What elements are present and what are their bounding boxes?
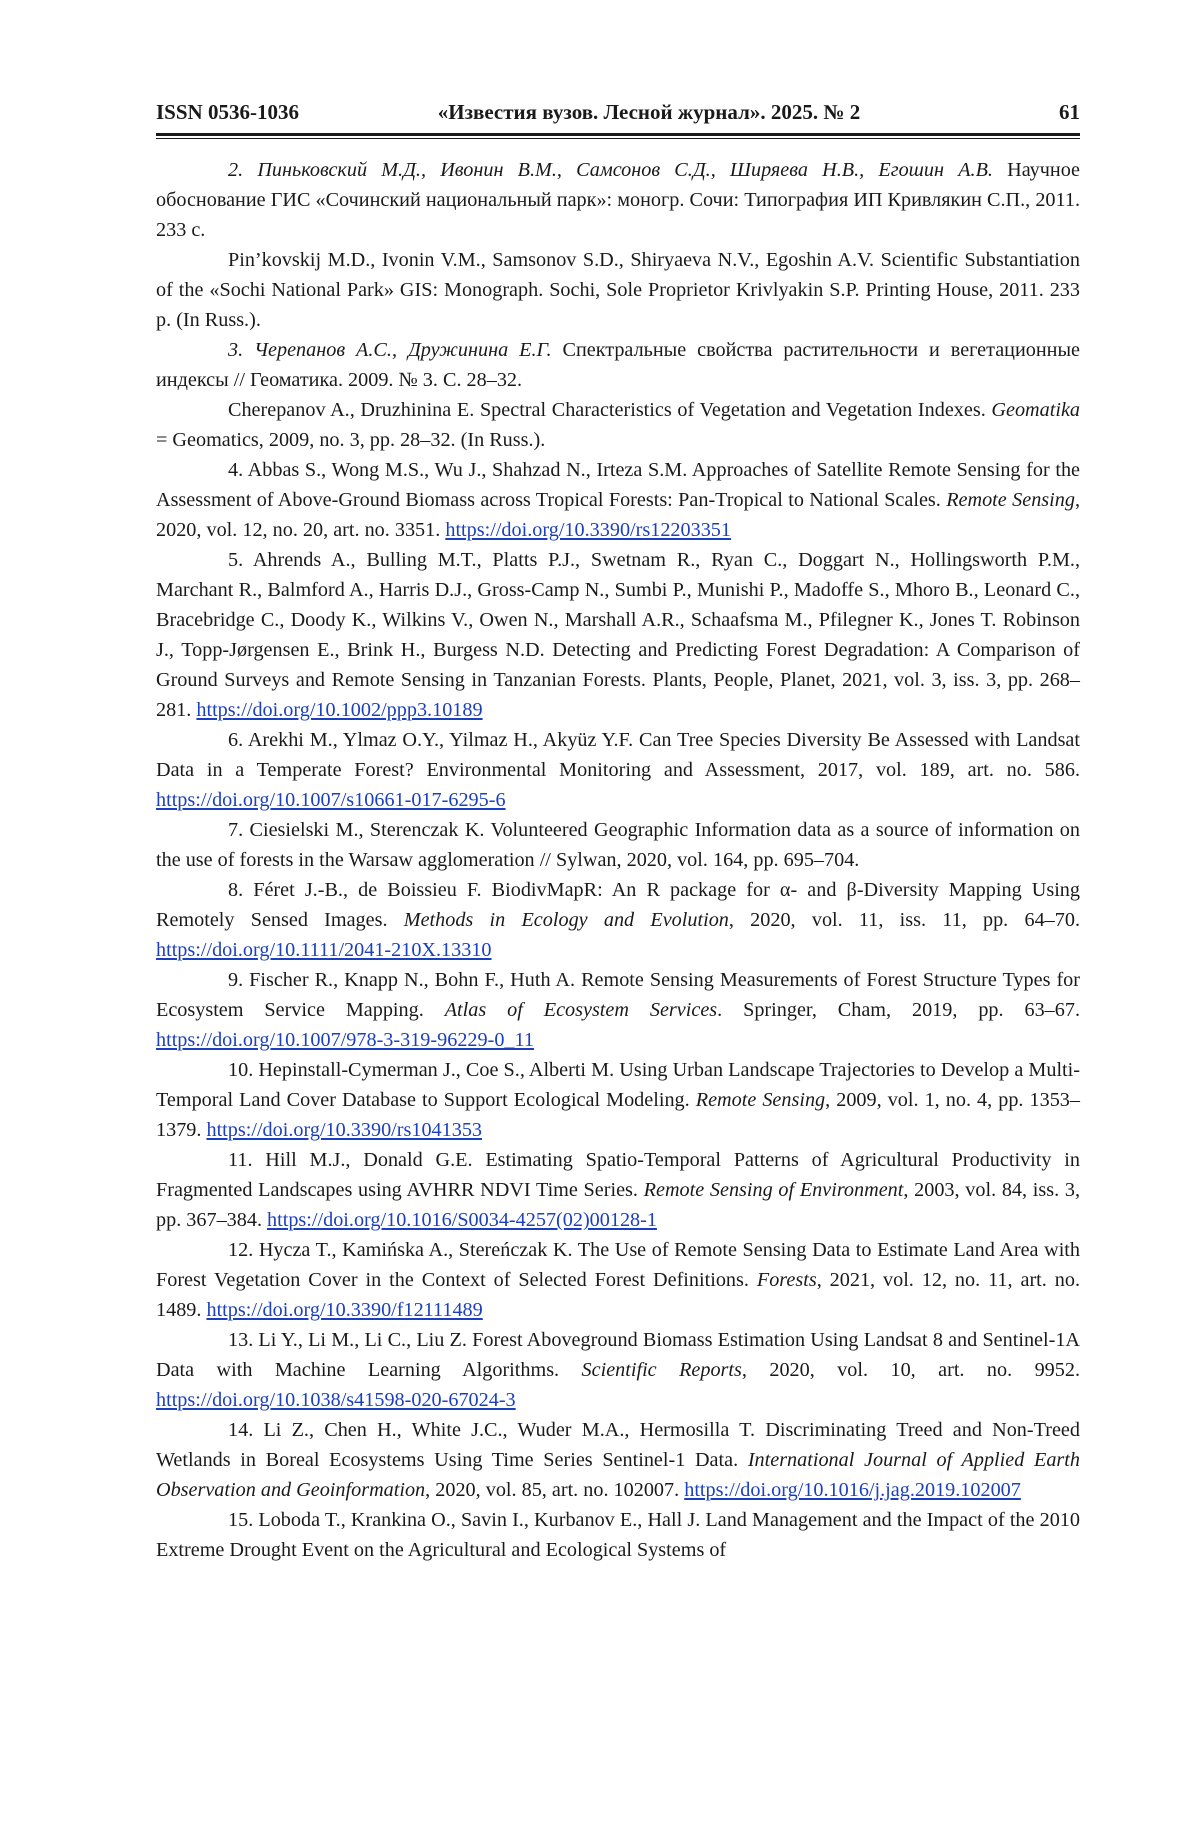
- reference-15: 15. Loboda T., Krankina O., Savin I., Kurbanov E., Hall J. Land Management and the Impact of the 2010 Extreme Drought Event on the Agricultural and Ecological Systems of: [156, 1505, 1080, 1565]
- reference-5: 5. Ahrends A., Bulling M.T., Platts P.J., Swetnam R., Ryan C., Doggart N., Hollingsworth P.M., Marchant R., Balmford A., Harris D.J., Gross-Camp N., Sumbi P., Munishi P., Madoffe S., Mhoro B., Leonard C., Bracebridge C., Doody K., Wilkins V., Owen N., Marshall A.R., Schaafsma M., Pfilegner K., Jones T. Robinson J., Topp-Jørgensen E., Brink H., Burgess N.D. Detecting and Predicting Forest Degradation: A Comparison of Ground Surveys and Remote Sensing in Tanzanian Forests. Plants, People, Planet, 2021, vol. 3, iss. 3, pp. 268–281. https://doi.org/10.1002/ppp3.10189: [156, 545, 1080, 725]
- doi-link[interactable]: https://doi.org/10.3390/rs12203351: [445, 519, 731, 541]
- reference-10: 10. Hepinstall-Cymerman J., Coe S., Alberti M. Using Urban Landscape Trajectories to Develop a Multi-Temporal Land Cover Database to Support Ecological Modeling. Remote Sensing, 2009, vol. 1, no. 4, pp. 1353–1379. https://doi.org/10.3390/rs1041353: [156, 1055, 1080, 1145]
- header-rule-thin: [156, 138, 1080, 139]
- reference-3-en: Cherepanov A., Druzhinina E. Spectral Characteristics of Vegetation and Vegetation Indexes. Geomatika = Geomatics, 2009, no. 3, pp. 28–32. (In Russ.).: [156, 395, 1080, 455]
- page-number: 61: [1059, 100, 1080, 125]
- reference-14: 14. Li Z., Chen H., White J.C., Wuder M.A., Hermosilla T. Discriminating Treed and Non-Treed Wetlands in Boreal Ecosystems Using Time Series Sentinel-1 Data. International Journal of Applied Earth Observation and Geoinformation, 2020, vol. 85, art. no. 102007. https://doi.org/10.1016/j.jag.2019.102007: [156, 1415, 1080, 1505]
- reference-2-en: Pin’kovskij M.D., Ivonin V.M., Samsonov S.D., Shiryaeva N.V., Egoshin A.V. Scientific Substantiation of the «Sochi National Park» GIS: Monograph. Sochi, Sole Proprietor Krivlyakin S.P. Printing House, 2011. 233 p. (In Russ.).: [156, 245, 1080, 335]
- doi-link[interactable]: https://doi.org/10.1007/s10661-017-6295-6: [156, 789, 506, 811]
- doi-link[interactable]: https://doi.org/10.3390/f12111489: [206, 1299, 482, 1321]
- reference-8: 8. Féret J.-B., de Boissieu F. BiodivMapR: An R package for α- and β-Diversity Mapping Using Remotely Sensed Images. Methods in Ecology and Evolution, 2020, vol. 11, iss. 11, pp. 64–70. https://doi.org/10.1111/2041-210X.13310: [156, 875, 1080, 965]
- journal-page: [156, 100, 1080, 1565]
- journal-title: «Известия вузов. Лесной журнал». 2025. № 2: [299, 100, 1059, 125]
- reference-7: 7. Ciesielski M., Sterenczak K. Volunteered Geographic Information data as a source of information on the use of forests in the Warsaw agglomeration // Sylwan, 2020, vol. 164, pp. 695–704.: [156, 815, 1080, 875]
- doi-link[interactable]: https://doi.org/10.3390/rs1041353: [206, 1119, 482, 1141]
- reference-12: 12. Hycza T., Kamińska A., Stereńczak K. The Use of Remote Sensing Data to Estimate Land Area with Forest Vegetation Cover in the Context of Selected Forest Definitions. Forests, 2021, vol. 12, no. 11, art. no. 1489. https://doi.org/10.3390/f12111489: [156, 1235, 1080, 1325]
- doi-link[interactable]: https://doi.org/10.1016/j.jag.2019.102007: [684, 1479, 1021, 1501]
- reference-9: 9. Fischer R., Knapp N., Bohn F., Huth A. Remote Sensing Measurements of Forest Structure Types for Ecosystem Service Mapping. Atlas of Ecosystem Services. Springer, Cham, 2019, pp. 63–67. https://doi.org/10.1007/978-3-319-96229-0_11: [156, 965, 1080, 1055]
- reference-6: 6. Arekhi M., Ylmaz O.Y., Yilmaz H., Akyüz Y.F. Can Tree Species Diversity Be Assessed with Landsat Data in a Temperate Forest? Environmental Monitoring and Assessment, 2017, vol. 189, art. no. 586. https://doi.org/10.1007/s10661-017-6295-6: [156, 725, 1080, 815]
- doi-link[interactable]: https://doi.org/10.1002/ppp3.10189: [196, 699, 482, 721]
- reference-4: 4. Abbas S., Wong M.S., Wu J., Shahzad N., Irteza S.M. Approaches of Satellite Remote Sensing for the Assessment of Above-Ground Biomass across Tropical Forests: Pan-Tropical to National Scales. Remote Sensing, 2020, vol. 12, no. 20, art. no. 3351. https://doi.org/10.3390/rs12203351: [156, 455, 1080, 545]
- reference-13: 13. Li Y., Li M., Li C., Liu Z. Forest Aboveground Biomass Estimation Using Landsat 8 and Sentinel-1A Data with Machine Learning Algorithms. Scientific Reports, 2020, vol. 10, art. no. 9952. https://doi.org/10.1038/s41598-020-67024-3: [156, 1325, 1080, 1415]
- doi-link[interactable]: https://doi.org/10.1007/978-3-319-96229-0_11: [156, 1029, 534, 1051]
- reference-2-ru: 2. Пиньковский М.Д., Ивонин В.М., Самсонов С.Д., Ширяева Н.В., Егошин А.В. Научное обоснование ГИС «Сочинский национальный парк»: моногр. Сочи: Типография ИП Кривлякин С.П., 2011. 233 с.: [156, 155, 1080, 245]
- reference-11: 11. Hill M.J., Donald G.E. Estimating Spatio-Temporal Patterns of Agricultural Productivity in Fragmented Landscapes using AVHRR NDVI Time Series. Remote Sensing of Environment, 2003, vol. 84, iss. 3, pp. 367–384. https://doi.org/10.1016/S0034-4257(02)00128-1: [156, 1145, 1080, 1235]
- reference-list: [156, 155, 1080, 1565]
- issn: ISSN 0536-1036: [156, 100, 299, 125]
- reference-3-ru: 3. Черепанов А.С., Дружинина Е.Г. Спектральные свойства растительности и вегетационные индексы // Геоматика. 2009. № 3. С. 28–32.: [156, 335, 1080, 395]
- doi-link[interactable]: https://doi.org/10.1038/s41598-020-67024-3: [156, 1389, 516, 1411]
- doi-link[interactable]: https://doi.org/10.1111/2041-210X.13310: [156, 939, 492, 961]
- doi-link[interactable]: https://doi.org/10.1016/S0034-4257(02)00128-1: [267, 1209, 657, 1231]
- running-header: [156, 100, 1080, 133]
- header-rule-thick: [156, 133, 1080, 136]
